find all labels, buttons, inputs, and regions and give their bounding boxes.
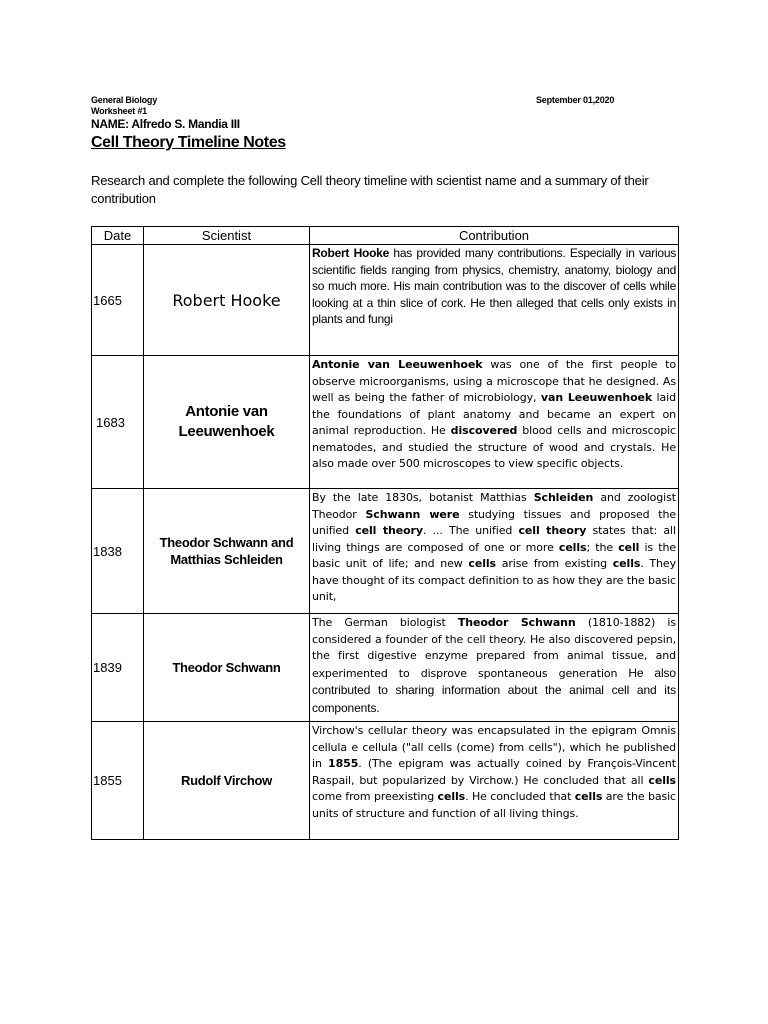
row-date: 1839 <box>92 614 144 722</box>
table-row <box>92 614 679 722</box>
bold-text-run: cells <box>468 557 496 570</box>
bold-text-run: Schleiden <box>533 491 594 504</box>
text-run: The German biologist <box>312 616 458 629</box>
instructions-text: Research and complete the following Cell theory timeline with scientist name and a summary of their contribution <box>91 173 649 206</box>
text-run: (1810-1882) is considered a founder of the cell theory. He also discovered pepsin, the first digestive enzyme prepared from animal tissue, and experimented to disprove spontaneous generation <box>312 616 676 680</box>
table-row <box>92 722 679 840</box>
bold-text-run: cells <box>558 540 587 554</box>
bold-text-run: 1855 <box>328 757 359 770</box>
row-scientist: Antonie van Leeuwenhoek <box>144 356 310 489</box>
text-run: arise from existing <box>496 557 613 570</box>
row-contribution <box>310 356 679 489</box>
text-run: and zoologist Theodor <box>312 491 676 521</box>
row-scientist: Theodor Schwann and Matthias Schleiden <box>144 489 310 614</box>
document-title: Cell Theory Timeline Notes <box>91 134 286 151</box>
header-contribution: Contribution <box>310 227 679 245</box>
row-contribution <box>310 489 679 614</box>
student-name: NAME: Alfredo S. Mandia III <box>91 117 240 131</box>
bold-text-run: Antonie van Leeuwenhoek <box>312 358 483 371</box>
bold-text-run: Theodor Schwann <box>457 616 576 629</box>
text-run: laid the foundations of plant anatomy and became an expert on animal reproduction. He <box>312 391 676 437</box>
document-date: September 01,2020 <box>536 95 615 105</box>
text-run: By the late 1830s, botanist Matthias <box>312 491 534 504</box>
bold-text-run: cells <box>648 773 676 787</box>
worksheet-label: Worksheet #1 <box>91 106 147 116</box>
text-run: ; the <box>586 540 619 554</box>
row-date: 1665 <box>92 245 144 356</box>
text-run: . He concluded that <box>465 790 575 803</box>
bold-text-run: cells <box>437 790 466 803</box>
text-run: was one of the first people to observe microorganisms, using a microscope that he designed. As well as being the father of microbiology, <box>312 358 677 404</box>
course-label: General Biology <box>91 95 158 105</box>
row-date: 1838 <box>92 489 144 614</box>
table-row <box>92 356 679 489</box>
text-run: are the basic units of structure and function of all living things. <box>312 790 676 820</box>
text-run: . (The epigram was actually coined by François-Vincent Raspail, but popularized by Virchow.) He concluded that all <box>312 757 676 787</box>
text-run: Virchow's cellular theory was encapsulated in the epigram Omnis cellula e cellula ("all cells (come) from cells"), which he published in <box>312 724 676 770</box>
bold-text-run: cell theory <box>355 524 423 537</box>
table-row <box>92 245 679 356</box>
text-run: is the basic unit of life; and new <box>312 540 676 570</box>
row-contribution <box>310 245 679 356</box>
timeline-table <box>91 226 679 840</box>
bold-text-run: cell theory <box>518 524 587 537</box>
header-date: Date <box>92 227 144 245</box>
bold-text-run: cell <box>618 540 640 554</box>
bold-text-run: cells <box>574 790 603 803</box>
bold-text-run: cells <box>612 557 641 570</box>
row-scientist: Robert Hooke <box>144 245 310 356</box>
text-run: . ... The unified <box>422 524 519 537</box>
bold-text-run: Schwann were <box>365 507 460 521</box>
text-run: . They have thought of its compact definition to as how they are the basic unit, <box>312 557 677 603</box>
table-header-row <box>92 227 679 245</box>
text-run: He also contributed to sharing information about the animal cell and its components. <box>312 665 676 715</box>
bold-text-run: Robert Hooke <box>312 246 389 260</box>
row-scientist: Theodor Schwann <box>144 614 310 722</box>
text-run: come from preexisting <box>312 790 438 803</box>
bold-text-run: van Leeuwenhoek <box>540 391 653 404</box>
row-scientist: Rudolf Virchow <box>144 722 310 840</box>
table-row <box>92 489 679 614</box>
bold-text-run: discovered <box>450 424 518 437</box>
header-scientist: Scientist <box>144 227 310 245</box>
text-run: blood cells and microscopic nematodes, and studied the structure of wood and crystals. He also made over 500 microscopes to view specific objects. <box>312 424 676 470</box>
row-contribution <box>310 722 679 840</box>
text-run: studying tissues and proposed the unified <box>312 507 676 537</box>
text-run: has provided many contributions. Especially in various scientific fields ranging from physics, chemistry, anatomy, biology and so much more. His main contribution was to the discover of cells while looking at a thin slice of cork. He then alleged that cells only exists in plants and fungi <box>312 246 676 326</box>
row-contribution <box>310 614 679 722</box>
row-date: 1683 <box>92 356 144 489</box>
text-run: states that: all living things are composed of one or more <box>312 524 676 554</box>
row-date: 1855 <box>92 722 144 840</box>
